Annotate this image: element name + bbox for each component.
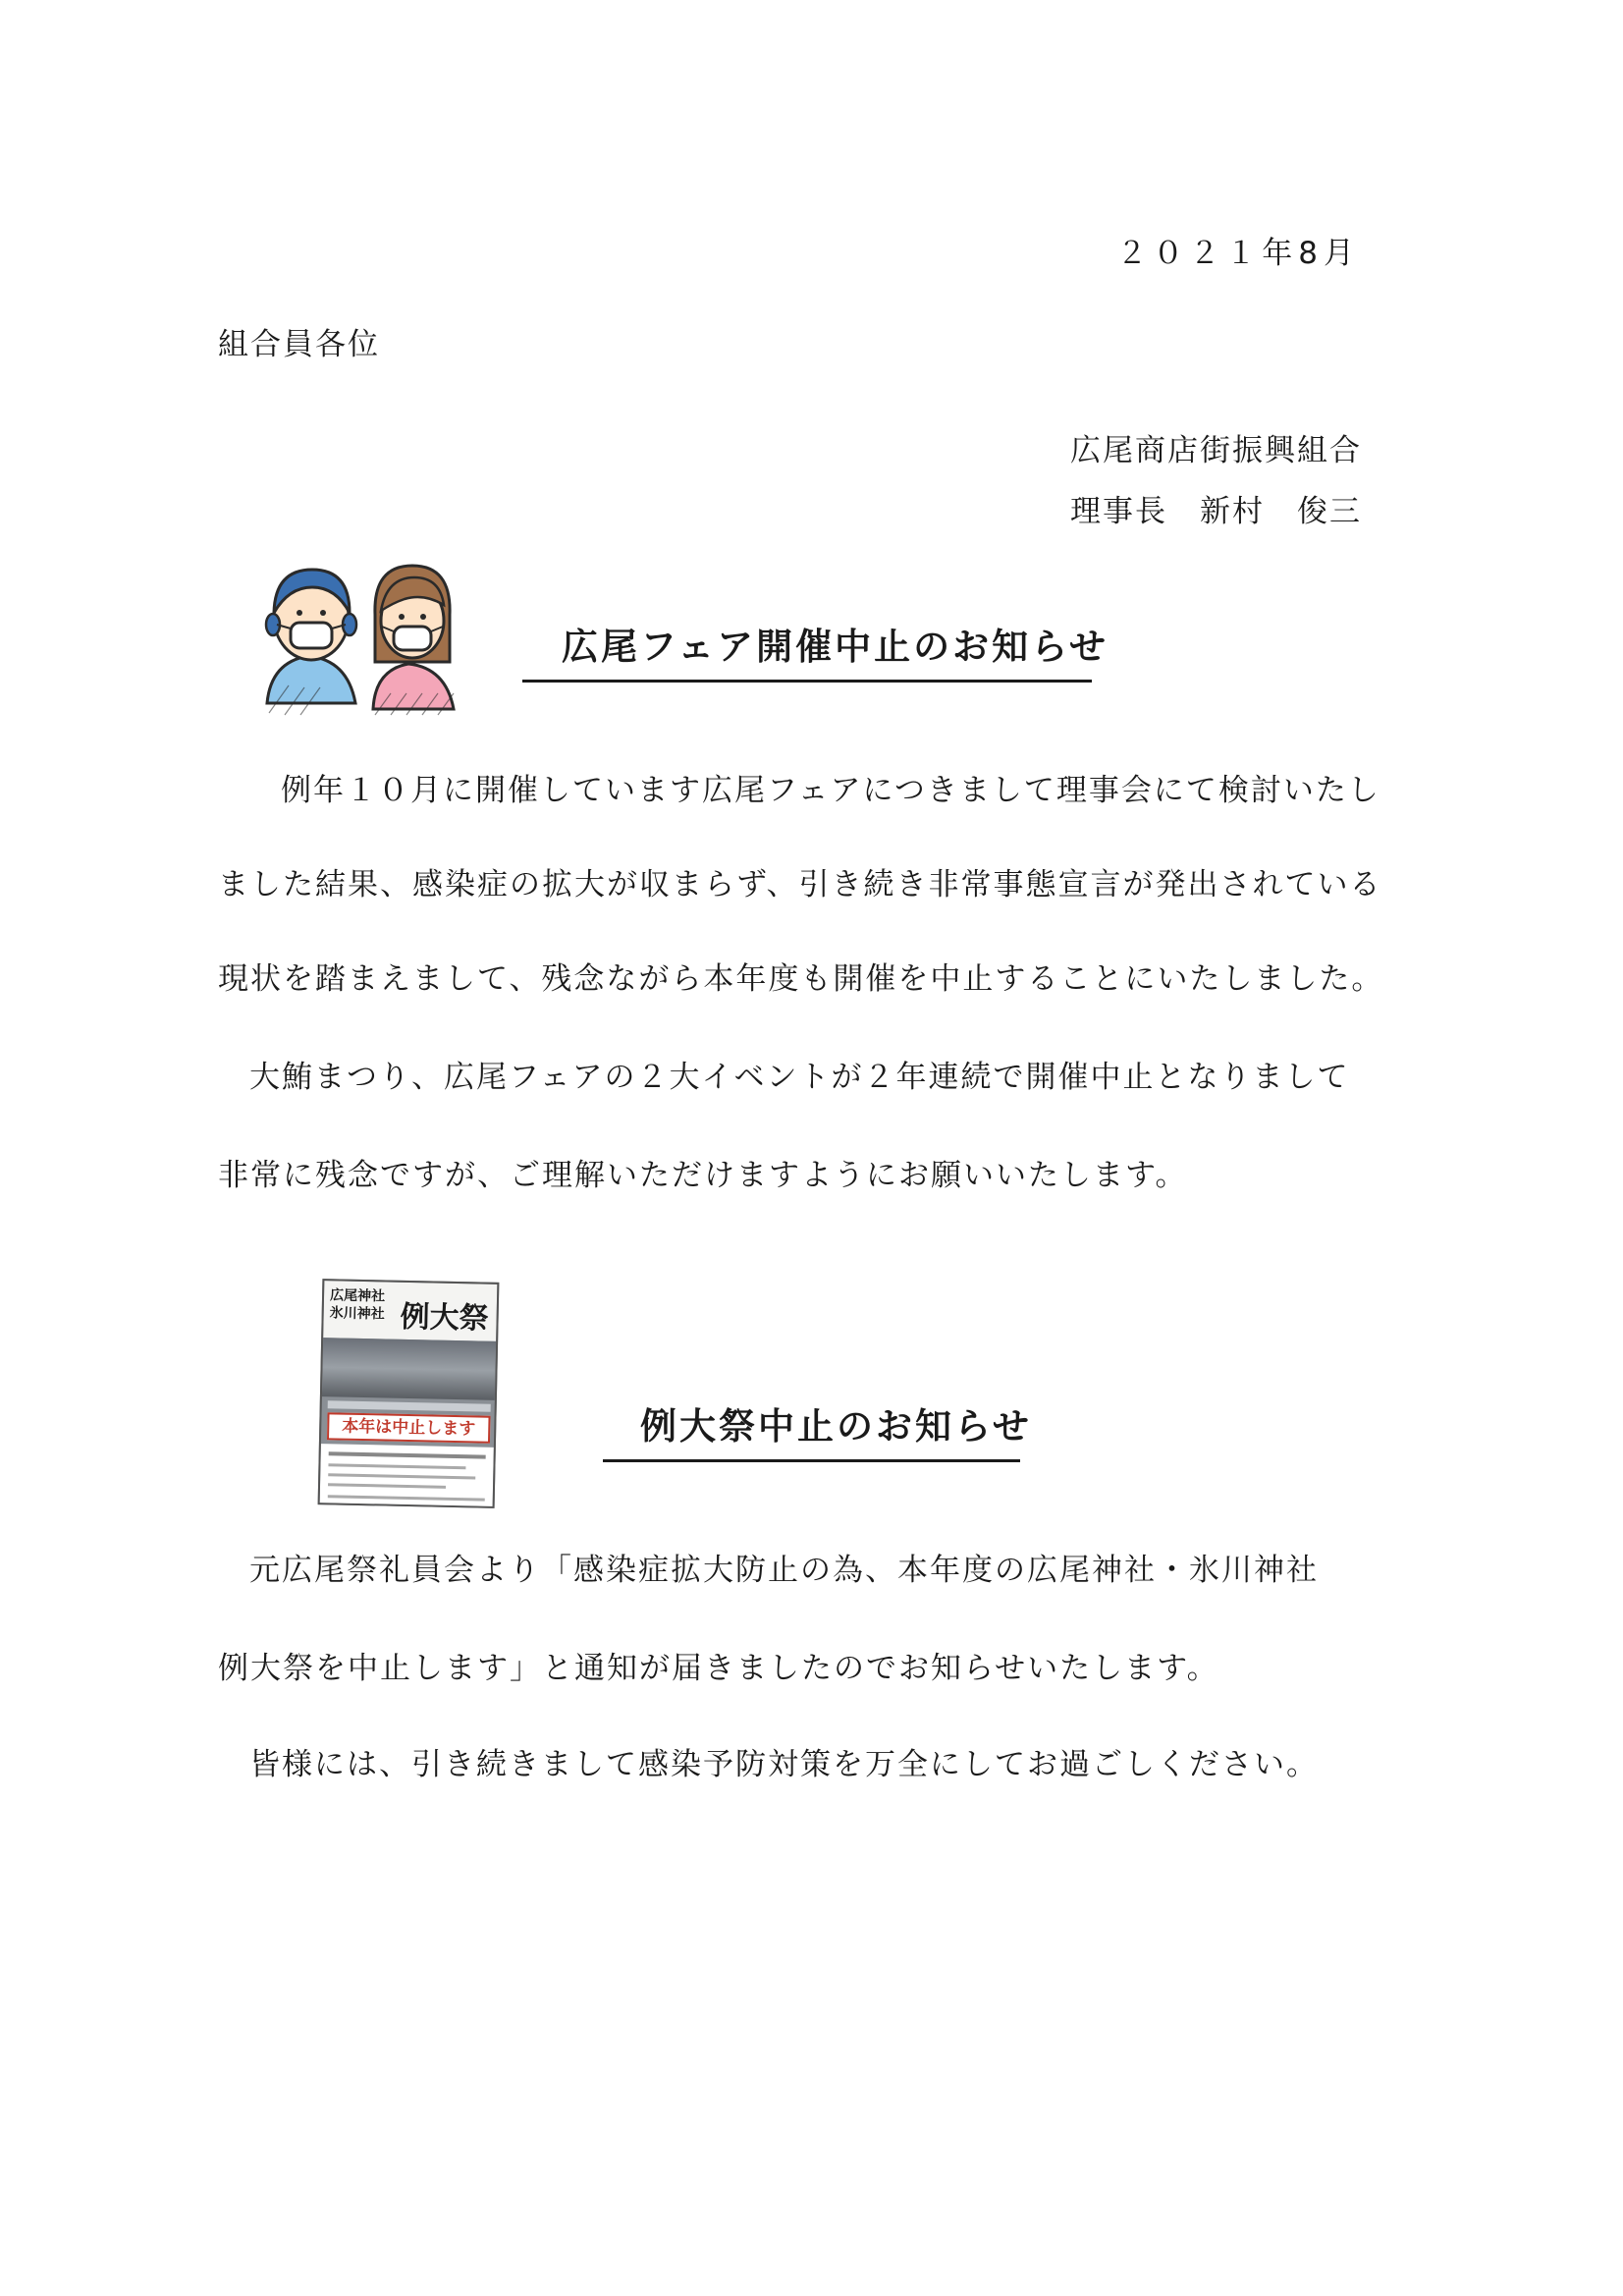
poster-cancel-notice: 本年は中止します — [327, 1412, 491, 1443]
section1-line-5: 非常に残念ですが、ご理解いただけますようにお願いいたします。 — [218, 1158, 1188, 1193]
section-title-hiroo-fair: 広尾フェア開催中止のお知らせ — [522, 617, 1092, 683]
poster-title-big: 例大祭 — [400, 1299, 489, 1337]
section1-line-2: ました結果、感染症の拡大が収まらず、引き続き非常事態宣言が発出されている — [218, 867, 1382, 902]
poster-title-line2: 氷川神社 — [329, 1305, 385, 1323]
poster-header — [323, 1281, 497, 1341]
section2-line-2: 例大祭を中止します」と通知が届きましたのでお知らせいたします。 — [218, 1651, 1219, 1686]
woman-figure — [373, 566, 454, 709]
section1-line-1: 例年１０月に開催しています広尾フェアにつきまして理事会にて検討いたし — [281, 773, 1380, 808]
sender-name: 理事長 新村 俊三 — [1070, 494, 1362, 529]
poster-photo — [322, 1338, 496, 1400]
date: ２０２１年8月 — [1116, 236, 1360, 271]
addressee: 組合員各位 — [218, 327, 380, 362]
masked-people-illustration — [257, 556, 475, 717]
section1-line-4: 大鮪まつり、広尾フェアの２大イベントが２年連続で開催中止となりまして — [249, 1060, 1350, 1095]
section1-line-3: 現状を踏まえまして、残念ながら本年度も開催を中止することにいたしました。 — [218, 961, 1384, 997]
man-figure — [266, 570, 356, 703]
poster-title-line1: 広尾神社 — [329, 1287, 386, 1305]
sender-block — [1070, 420, 1362, 542]
section-title-festival: 例大祭中止のお知らせ — [603, 1396, 1020, 1462]
sender-organization: 広尾商店街振興組合 — [1070, 433, 1362, 468]
poster-details — [320, 1444, 494, 1508]
section2-line-3: 皆様には、引き続きまして感染予防対策を万全にしてお過ごしください。 — [249, 1747, 1319, 1782]
section2-line-1: 元広尾祭礼員会より「感染症拡大防止の為、本年度の広尾神社・氷川神社 — [249, 1553, 1319, 1588]
festival-poster-image — [318, 1279, 500, 1508]
